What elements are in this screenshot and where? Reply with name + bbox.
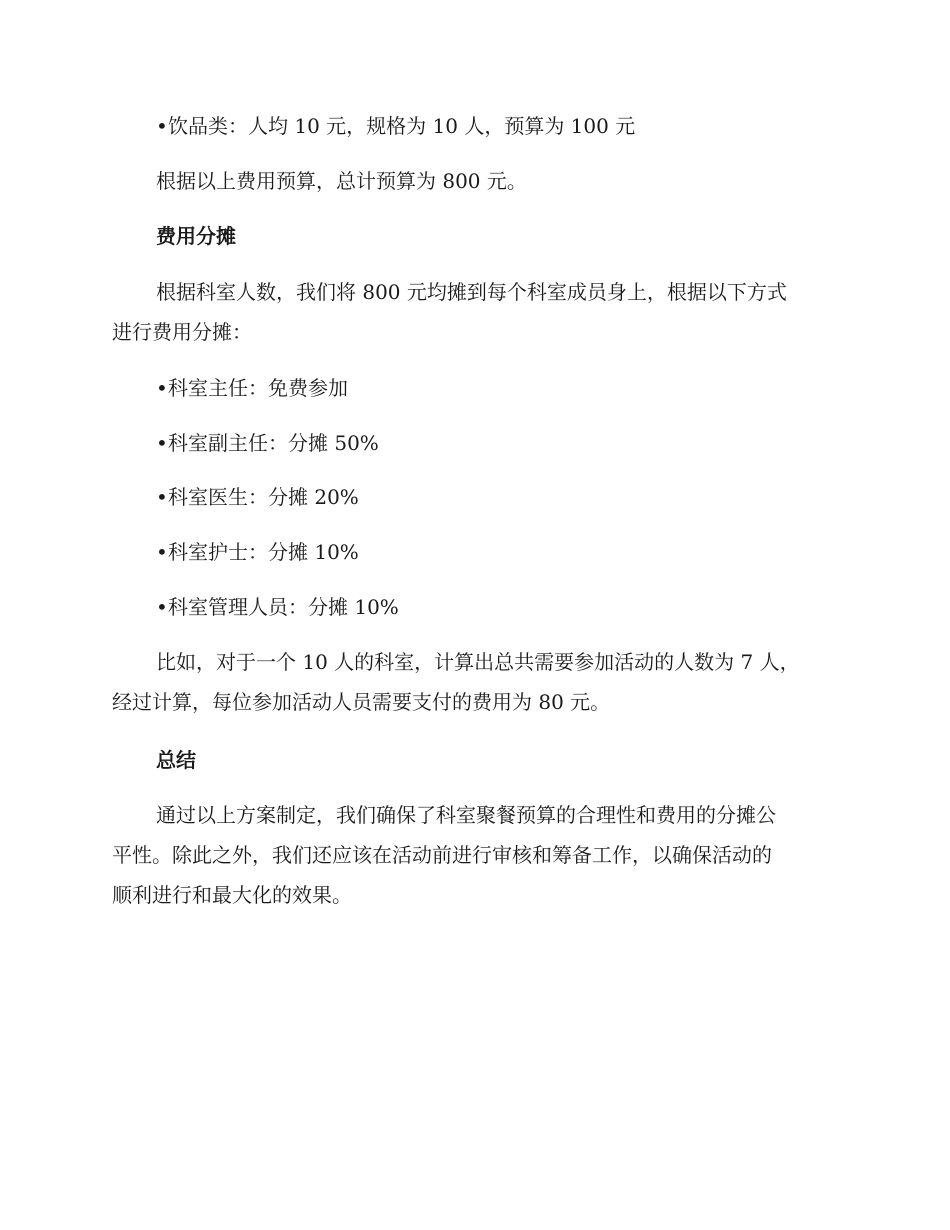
list-item-text: 饮品类：人均 10 元，规格为 10 人，预算为 100 元: [168, 114, 636, 138]
heading-cost-sharing: 费用分摊: [156, 224, 236, 248]
paragraph-line: 顺利进行和最大化的效果。: [112, 883, 352, 907]
bullet-icon: •: [156, 431, 168, 455]
paragraph-line: 平性。除此之外，我们还应该在活动前进行审核和筹备工作，以确保活动的: [112, 843, 772, 867]
paragraph-line: 根据科室人数，我们将 800 元均摊到每个科室成员身上，根据以下方式: [156, 280, 787, 304]
paragraph-line: 经过计算，每位参加活动人员需要支付的费用为 80 元。: [112, 690, 611, 714]
cost-sharing-intro: [112, 272, 832, 352]
bullet-icon: •: [156, 595, 168, 619]
total-budget-paragraph: [112, 161, 832, 201]
list-item-text: 科室主任：免费参加: [168, 376, 348, 400]
bullet-icon: •: [156, 376, 168, 400]
list-item: [156, 423, 876, 463]
summary-paragraph: [112, 795, 832, 915]
list-item-drinks: [156, 106, 876, 146]
heading-summary: 总结: [156, 748, 196, 772]
list-item: [156, 477, 876, 517]
bullet-icon: •: [156, 114, 168, 138]
paragraph-line: 通过以上方案制定，我们确保了科室聚餐预算的合理性和费用的分摊公: [156, 803, 776, 827]
example-paragraph: [112, 642, 832, 722]
list-item: [156, 368, 876, 408]
list-item-text: 科室医生：分摊 20%: [168, 485, 359, 509]
list-item: [156, 587, 876, 627]
list-item: [156, 532, 876, 572]
bullet-icon: •: [156, 485, 168, 509]
bullet-icon: •: [156, 540, 168, 564]
list-item-text: 科室管理人员：分摊 10%: [168, 595, 399, 619]
paragraph-line: 比如，对于一个 10 人的科室，计算出总共需要参加活动的人数为 7 人，: [156, 650, 800, 674]
list-item-text: 科室护士：分摊 10%: [168, 540, 359, 564]
paragraph-text: 根据以上费用预算，总计预算为 800 元。: [156, 169, 527, 193]
list-item-text: 科室副主任：分摊 50%: [168, 431, 379, 455]
paragraph-line: 进行费用分摊：: [112, 320, 252, 344]
